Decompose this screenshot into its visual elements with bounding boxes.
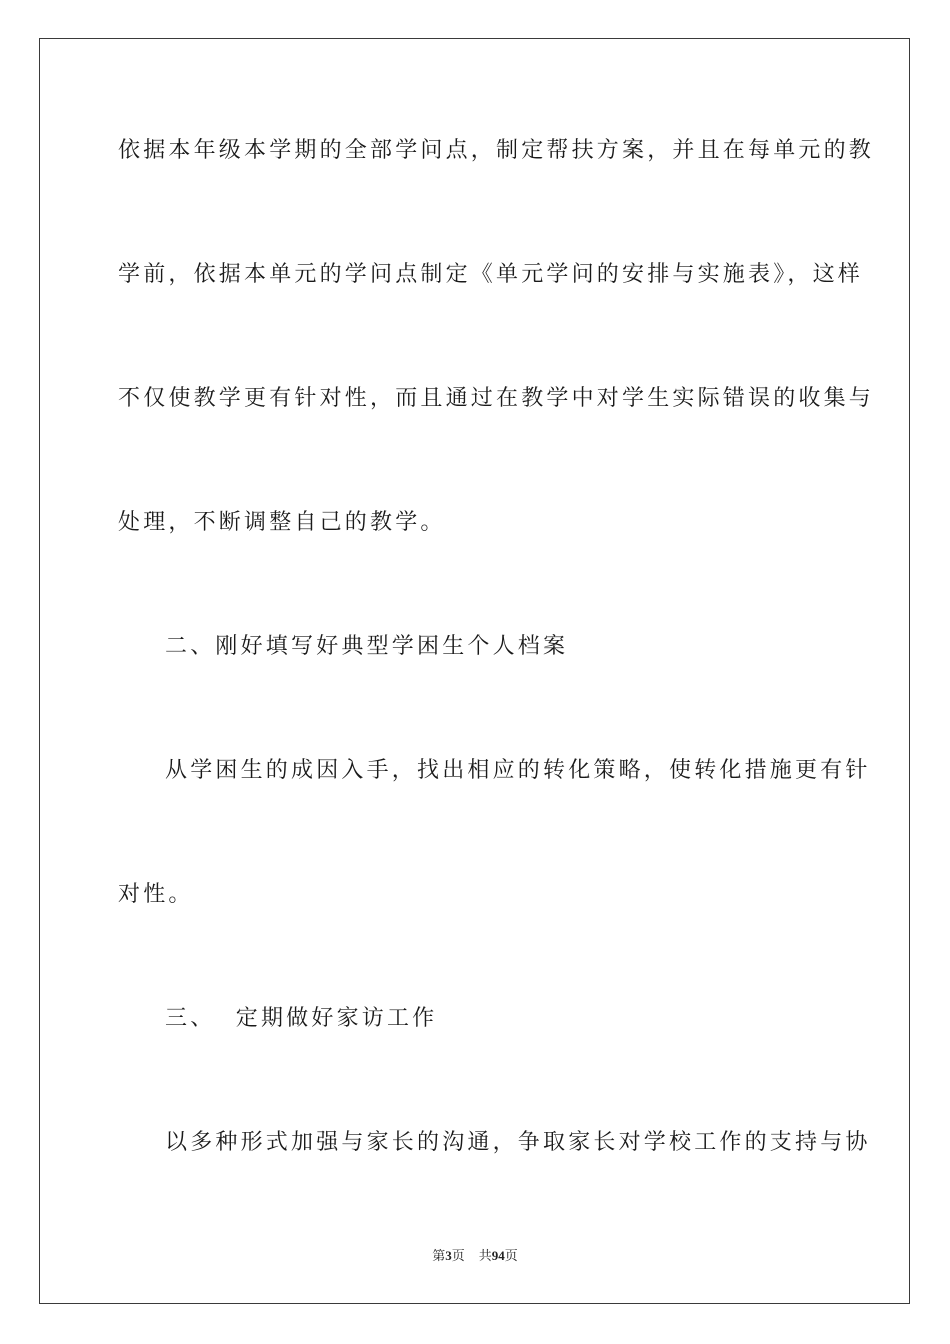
section-heading-3: 三、 定期做好家访工作	[165, 1006, 438, 1031]
section-heading-2: 二、刚好填写好典型学困生个人档案	[165, 634, 569, 659]
paragraph-line-1: 依据本年级本学期的全部学问点，制定帮扶方案，并且在每单元的教	[118, 138, 875, 163]
paragraph-line-2: 学前，依据本单元的学问点制定《单元学问的安排与实施表》，这样	[118, 262, 864, 287]
page-number: 3	[445, 1248, 452, 1263]
page-prefix: 第	[432, 1248, 446, 1263]
page-suffix: 页	[451, 1248, 465, 1263]
total-pages: 94	[491, 1248, 505, 1263]
paragraph-line-7: 以多种形式加强与家长的沟通，争取家长对学校工作的支持与协	[165, 1130, 871, 1155]
paragraph-line-3: 不仅使教学更有针对性，而且通过在教学中对学生实际错误的收集与	[118, 386, 875, 411]
total-suffix: 页	[504, 1248, 518, 1263]
page-footer	[0, 1247, 950, 1265]
paragraph-line-5: 从学困生的成因入手，找出相应的转化策略，使转化措施更有针	[165, 758, 871, 783]
total-prefix: 共	[478, 1248, 492, 1263]
paragraph-line-6: 对性。	[118, 882, 194, 907]
page-frame	[39, 38, 910, 1304]
paragraph-line-4: 处理，不断调整自己的教学。	[118, 510, 446, 535]
